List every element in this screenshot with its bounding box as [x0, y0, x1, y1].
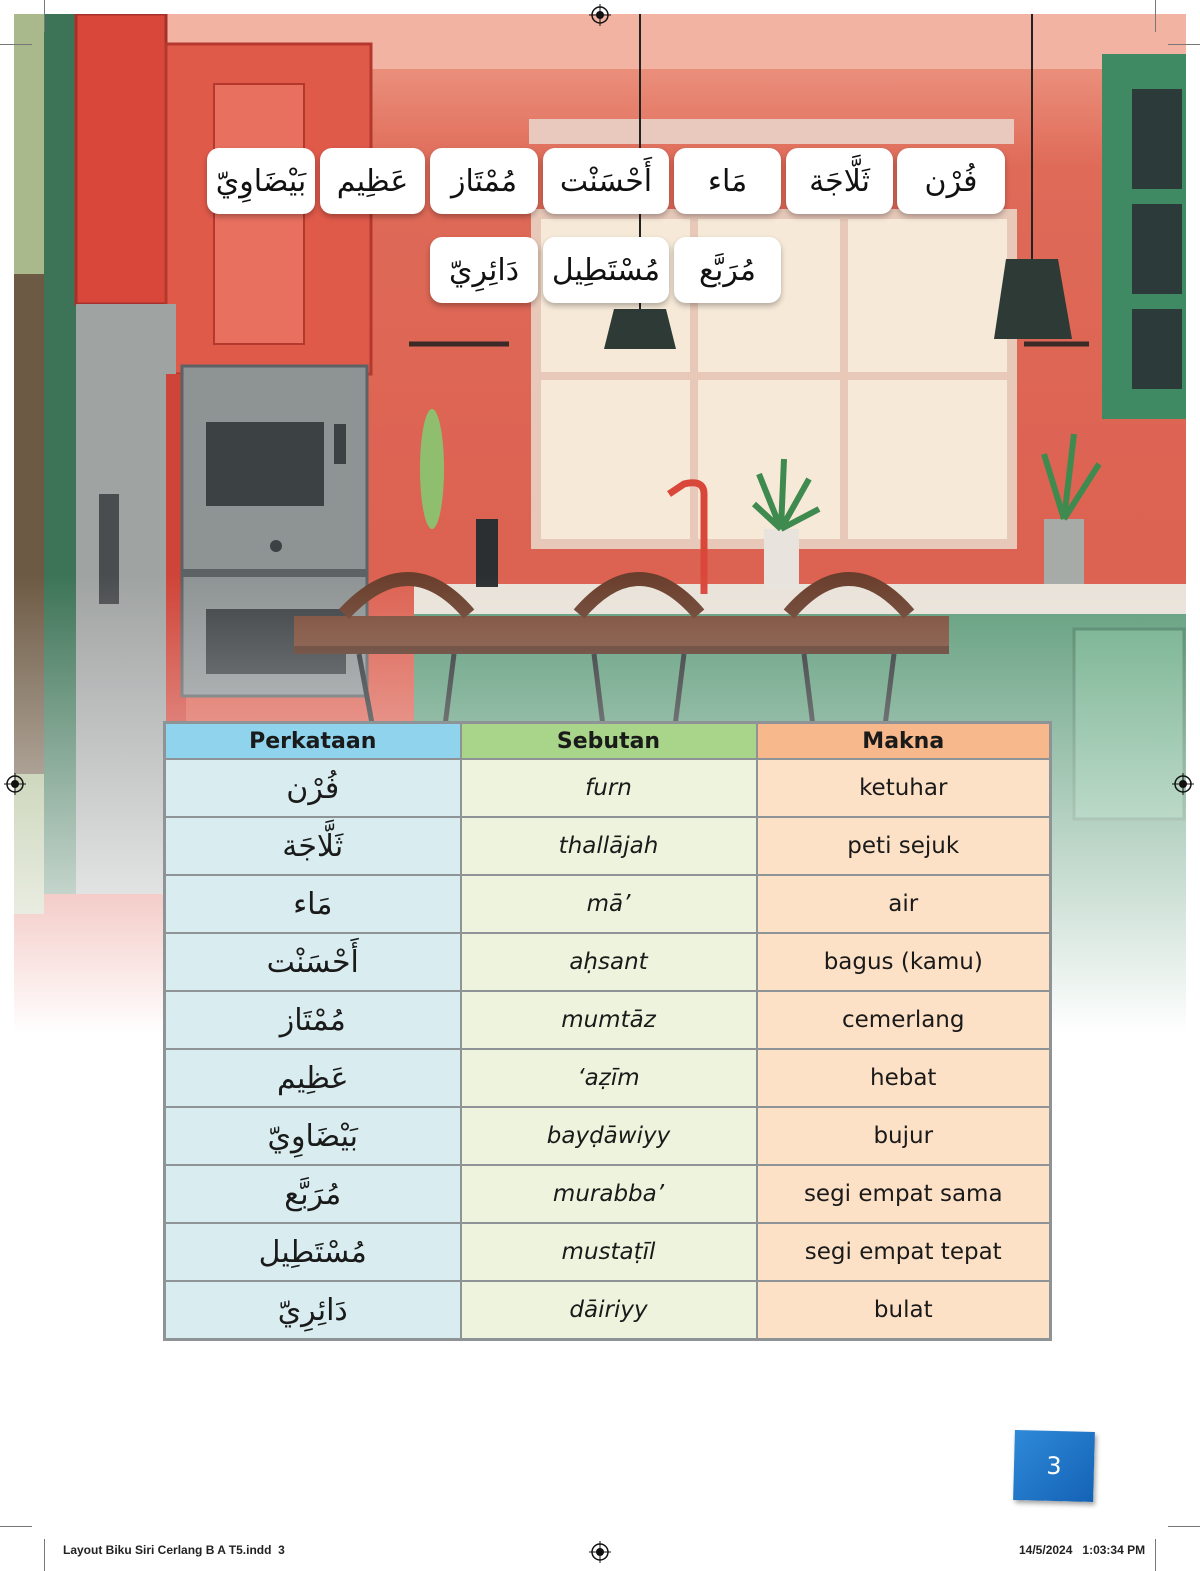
cell-pronunciation: aḥsant — [461, 933, 757, 991]
cell-meaning: cemerlang — [757, 991, 1051, 1049]
crop-mark — [44, 1539, 45, 1571]
cell-pronunciation: mā’ — [461, 875, 757, 933]
cell-meaning: segi empat tepat — [757, 1223, 1051, 1281]
table-row — [165, 759, 1051, 817]
crop-mark — [0, 44, 32, 45]
cell-pronunciation: mustaṭīl — [461, 1223, 757, 1281]
word-chip[interactable]: مَاء — [674, 148, 781, 214]
cell-meaning: peti sejuk — [757, 817, 1051, 875]
cell-word: فُرْن — [165, 759, 461, 817]
slug-page: 3 — [278, 1543, 285, 1557]
table-row — [165, 1049, 1051, 1107]
cell-word: مُرَبَّع — [165, 1165, 461, 1223]
header-makna: Makna — [757, 723, 1051, 760]
table-row — [165, 1281, 1051, 1340]
table-row — [165, 1223, 1051, 1281]
crop-mark — [1155, 1539, 1156, 1571]
word-chip[interactable]: ثَلَّاجَة — [786, 148, 893, 214]
registration-mark-icon — [4, 773, 26, 795]
cell-meaning: ketuhar — [757, 759, 1051, 817]
slug-datetime — [1019, 1543, 1145, 1557]
cell-word: أَحْسَنْت — [165, 933, 461, 991]
page-number-badge: 3 — [1013, 1430, 1095, 1502]
crop-mark — [1155, 0, 1156, 32]
table-row — [165, 1107, 1051, 1165]
cell-pronunciation: bayḍāwiyy — [461, 1107, 757, 1165]
word-chip[interactable]: بَيْضَاوِيّ — [207, 148, 315, 214]
word-chip[interactable]: مُسْتَطِيل — [543, 237, 669, 303]
table-header-row — [165, 723, 1051, 760]
word-chip[interactable]: أَحْسَنْت — [543, 148, 669, 214]
word-chip[interactable]: مُمْتَاز — [430, 148, 538, 214]
cell-word: دَائِرِيّ — [165, 1281, 461, 1340]
crop-mark — [44, 0, 45, 32]
cell-word: مَاء — [165, 875, 461, 933]
cell-pronunciation: furn — [461, 759, 757, 817]
cell-meaning: bujur — [757, 1107, 1051, 1165]
cell-pronunciation: thallājah — [461, 817, 757, 875]
slug-date: 14/5/2024 — [1019, 1543, 1073, 1557]
registration-mark-icon — [1172, 773, 1194, 795]
table-row — [165, 817, 1051, 875]
registration-mark-icon — [589, 4, 611, 26]
vocabulary-table — [163, 721, 1052, 1341]
table-row — [165, 991, 1051, 1049]
registration-mark-icon — [589, 1541, 611, 1563]
cell-word: ثَلَّاجَة — [165, 817, 461, 875]
crop-mark — [1168, 44, 1200, 45]
cell-word: مُسْتَطِيل — [165, 1223, 461, 1281]
cell-pronunciation: ‘aẓīm — [461, 1049, 757, 1107]
word-chip[interactable]: دَائِرِيّ — [430, 237, 538, 303]
slug-filename — [63, 1543, 285, 1557]
word-chip[interactable]: عَظِيم — [320, 148, 425, 214]
slug-file: Layout Biku Siri Cerlang B A T5.indd — [63, 1543, 272, 1557]
header-sebutan: Sebutan — [461, 723, 757, 760]
table-row — [165, 1165, 1051, 1223]
word-chip[interactable]: مُرَبَّع — [674, 237, 781, 303]
crop-mark — [0, 1526, 32, 1527]
cell-word: عَظِيم — [165, 1049, 461, 1107]
table-row — [165, 875, 1051, 933]
cell-pronunciation: dāiriyy — [461, 1281, 757, 1340]
cell-meaning: bulat — [757, 1281, 1051, 1340]
cell-pronunciation: mumtāz — [461, 991, 757, 1049]
cell-word: مُمْتَاز — [165, 991, 461, 1049]
header-perkataan: Perkataan — [165, 723, 461, 760]
cell-meaning: segi empat sama — [757, 1165, 1051, 1223]
slug-time: 1:03:34 PM — [1082, 1543, 1146, 1557]
cell-pronunciation: murabba’ — [461, 1165, 757, 1223]
crop-mark — [1168, 1526, 1200, 1527]
cell-meaning: air — [757, 875, 1051, 933]
table-row — [165, 933, 1051, 991]
cell-meaning: hebat — [757, 1049, 1051, 1107]
cell-meaning: bagus (kamu) — [757, 933, 1051, 991]
word-chip[interactable]: فُرْن — [897, 148, 1005, 214]
cell-word: بَيْضَاوِيّ — [165, 1107, 461, 1165]
